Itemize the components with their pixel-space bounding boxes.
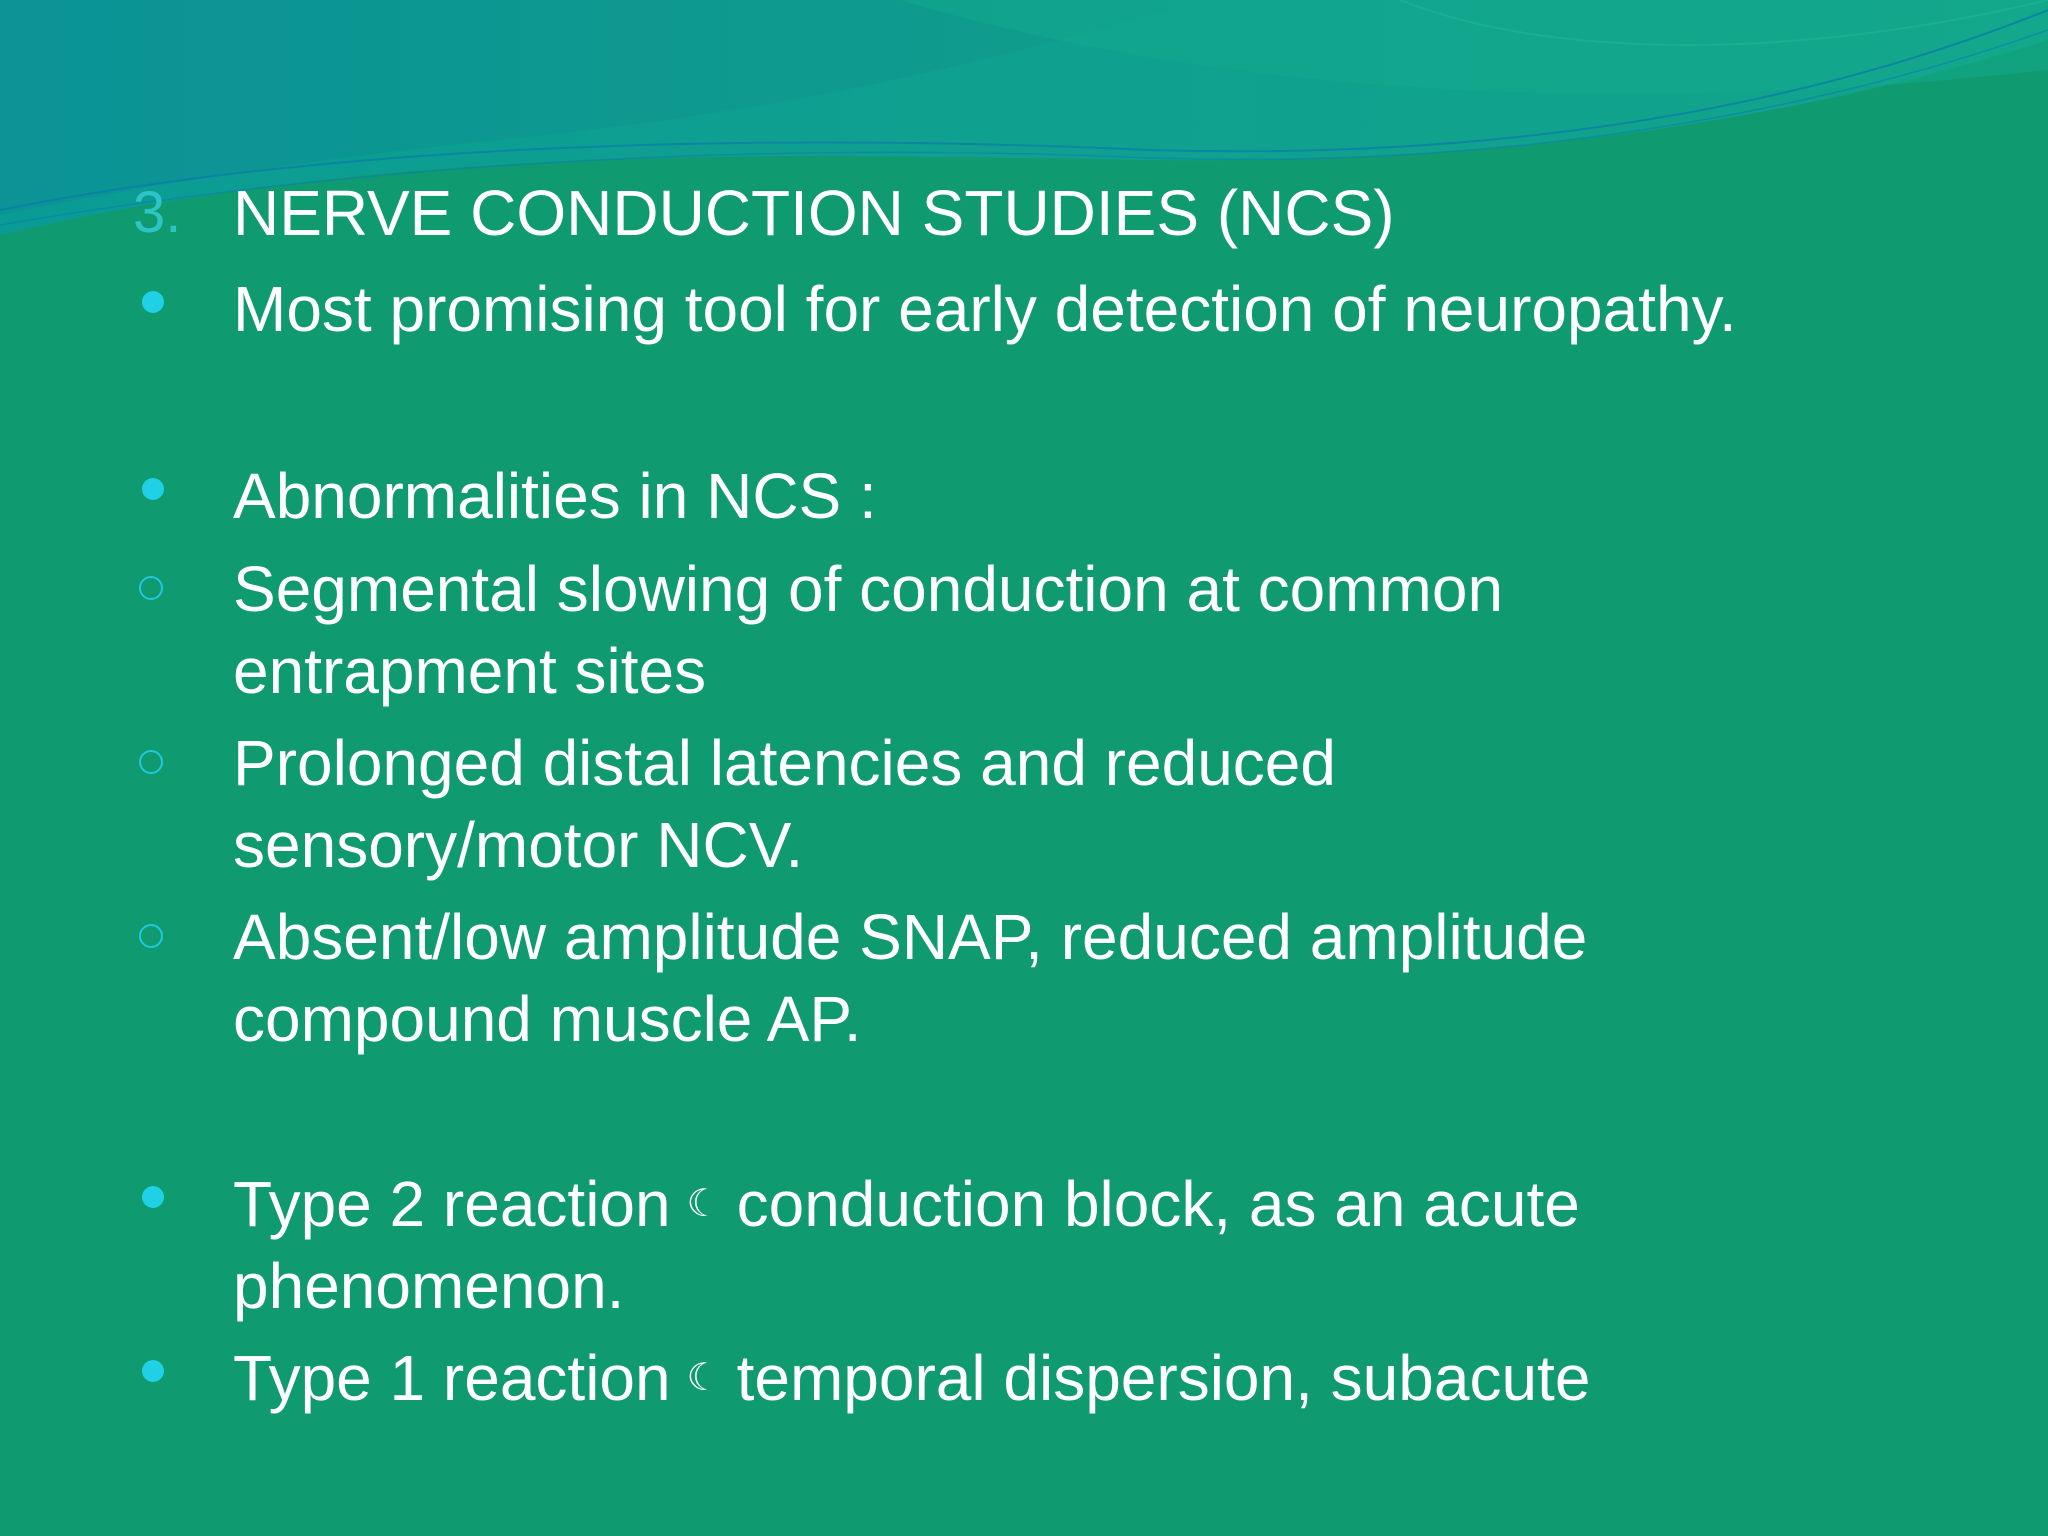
reaction-label: Type 1 reaction bbox=[233, 1342, 671, 1414]
list-item-text bbox=[233, 1337, 1993, 1419]
reaction-label: Type 2 reaction bbox=[233, 1168, 671, 1240]
bullet-icon bbox=[142, 1360, 164, 1382]
list-item-text: phenomenon. bbox=[233, 1250, 625, 1322]
list-item-text: Abnormalities in NCS : bbox=[233, 460, 877, 532]
crescent-icon: ☾ bbox=[686, 1183, 721, 1225]
list-item-text: sensory/motor NCV. bbox=[233, 809, 804, 881]
heading-number: 3. bbox=[133, 180, 182, 245]
list-item-text: Segmental slowing of conduction at common bbox=[233, 553, 1504, 625]
ring-bullet-icon bbox=[139, 924, 163, 948]
list-item-text: Absent/low amplitude SNAP, reduced amplitude bbox=[233, 901, 1588, 973]
list-item-text: Most promising tool for early detection of neuropathy. bbox=[233, 273, 1737, 345]
reaction-description: temporal dispersion, subacute bbox=[736, 1342, 1591, 1414]
bullet-icon bbox=[142, 291, 164, 313]
crescent-icon: ☾ bbox=[686, 1357, 721, 1399]
ring-bullet-icon bbox=[139, 750, 163, 774]
bullet-icon bbox=[142, 478, 164, 500]
bullet-icon bbox=[142, 1186, 164, 1208]
list-item-text: Prolonged distal latencies and reduced bbox=[233, 727, 1336, 799]
ring-bullet-icon bbox=[139, 576, 163, 600]
slide-heading: NERVE CONDUCTION STUDIES (NCS) bbox=[233, 177, 1395, 249]
reaction-description: conduction block, as an acute bbox=[736, 1168, 1580, 1240]
list-item-text: entrapment sites bbox=[233, 635, 707, 707]
list-item-text: compound muscle AP. bbox=[233, 983, 862, 1055]
list-item-text bbox=[233, 1163, 1993, 1245]
